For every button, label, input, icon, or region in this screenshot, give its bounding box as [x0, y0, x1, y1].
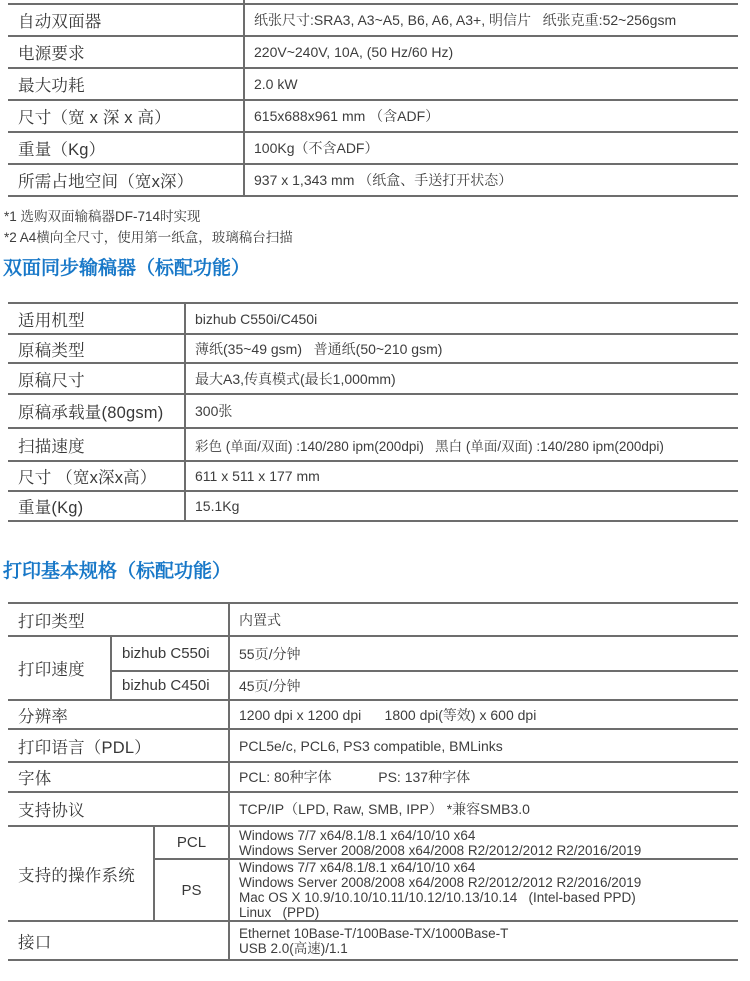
footnote-1: *1 选购双面输稿器DF-714时实现 — [4, 209, 201, 224]
table-row — [8, 490, 738, 520]
model-name: bizhub C550i — [110, 637, 228, 670]
spec-value: 薄纸(35~49 gsm) 普通纸(50~210 gsm) — [184, 335, 738, 362]
table-row — [8, 362, 738, 393]
spec-label: 分辨率 — [18, 707, 69, 726]
table-row — [8, 393, 738, 427]
os-line: Mac OS X 10.9/10.10/10.11/10.12/10.13/10.14 (Intel-based PPD) — [239, 890, 636, 905]
table-row — [8, 67, 738, 99]
table-row — [8, 302, 738, 333]
table-row — [8, 427, 738, 460]
spec-label: 原稿类型 — [18, 341, 85, 360]
machine-spec-table — [8, 3, 738, 197]
spec-label: 原稿尺寸 — [18, 371, 85, 390]
table-row — [8, 728, 738, 761]
spec-label: 适用机型 — [18, 311, 85, 330]
table-row — [8, 333, 738, 362]
spec-label: 尺寸（宽 x 深 x 高） — [18, 109, 171, 127]
spec-label: 电源要求 — [18, 45, 85, 63]
spec-label: 支持的操作系统 — [18, 866, 135, 885]
spec-label: 自动双面器 — [18, 13, 102, 31]
section-title-adf: 双面同步输稿器（标配功能） — [3, 258, 251, 279]
table-row — [8, 99, 738, 131]
spec-value: PCL5e/c, PCL6, PS3 compatible, BMLinks — [228, 730, 738, 761]
spec-label: 打印速度 — [18, 661, 85, 679]
spec-value: PCL: 80种字体 PS: 137种字体 — [228, 763, 738, 791]
spec-value: 纸张尺寸:SRA3, A3~A5, B6, A6, A3+, 明信片 纸张克重:52~256gsm — [243, 5, 738, 35]
spec-label: 重量(Kg) — [18, 499, 84, 517]
spec-label: 最大功耗 — [18, 77, 85, 95]
spec-label: 尺寸 （宽x深x高） — [18, 469, 157, 487]
model-name: bizhub C450i — [110, 672, 228, 699]
spec-value — [228, 860, 738, 920]
spec-label: 重量（Kg） — [18, 141, 106, 159]
table-row — [8, 791, 738, 825]
table-row — [8, 460, 738, 490]
os-line: Windows Server 2008/2008 x64/2008 R2/2012/2012 R2/2016/2019 — [239, 875, 642, 890]
spec-value: 100Kg（不含ADF） — [243, 133, 738, 163]
spec-value: 937 x 1,343 mm （纸盒、手送打开状态） — [243, 165, 738, 195]
print-spec-table — [8, 602, 738, 961]
footnote-2: *2 A4横向全尺寸，使用第一纸盒，玻璃稿台扫描 — [4, 230, 293, 245]
spec-value: TCP/IP（LPD, Raw, SMB, IPP） *兼容SMB3.0 — [228, 793, 738, 825]
spec-value: 内置式 — [228, 604, 738, 635]
supported-os-subrows — [153, 827, 738, 920]
print-speed-subrows — [110, 637, 738, 699]
table-row — [8, 35, 738, 67]
table-row — [8, 761, 738, 791]
driver-name: PCL — [153, 827, 228, 858]
footnotes — [4, 206, 750, 248]
table-row — [153, 858, 738, 920]
supported-os-group — [8, 825, 738, 920]
spec-value — [228, 922, 738, 959]
spec-value: 611 x 511 x 177 mm — [184, 462, 738, 490]
table-row — [8, 131, 738, 163]
table-row — [153, 827, 738, 858]
interface-line: Ethernet 10Base-T/100Base-TX/1000Base-T — [239, 925, 509, 941]
table-row — [8, 699, 738, 728]
spec-label: 打印类型 — [18, 612, 85, 631]
table-row — [8, 602, 738, 635]
spec-value: 45页/分钟 — [228, 672, 738, 699]
table-row — [8, 3, 738, 35]
table-row — [8, 920, 738, 959]
table-row — [110, 670, 738, 699]
os-line: Linux (PPD) — [239, 905, 320, 920]
spec-label: 扫描速度 — [18, 437, 85, 456]
table-row — [110, 637, 738, 670]
spec-label: 接口 — [18, 933, 52, 952]
interface-line: USB 2.0(高速)/1.1 — [239, 940, 348, 956]
spec-value: bizhub C550i/C450i — [184, 304, 738, 333]
spec-value: 15.1Kg — [184, 492, 738, 520]
spec-value — [228, 827, 738, 858]
spec-label: 打印语言（PDL） — [18, 738, 151, 757]
spec-value: 300张 — [184, 395, 738, 427]
spec-value: 彩色 (单面/双面) :140/280 ipm(200dpi) 黑白 (单面/双面) :140/280 ipm(200dpi) — [184, 429, 738, 460]
spec-value: 最大A3,传真模式(最长1,000mm) — [184, 364, 738, 393]
spec-value: 1200 dpi x 1200 dpi 1800 dpi(等效) x 600 dpi — [228, 701, 738, 728]
spec-value: 220V~240V, 10A, (50 Hz/60 Hz) — [243, 37, 738, 67]
spec-label: 字体 — [18, 770, 52, 788]
spec-value: 55页/分钟 — [228, 637, 738, 670]
table-row — [8, 163, 738, 195]
adf-spec-table — [8, 302, 738, 522]
os-line: Windows Server 2008/2008 x64/2008 R2/2012/2012 R2/2016/2019 — [239, 842, 642, 858]
spec-label: 支持协议 — [18, 802, 85, 820]
spec-label: 所需占地空间（宽x深） — [18, 173, 194, 191]
os-line: Windows 7/7 x64/8.1/8.1 x64/10/10 x64 — [239, 827, 476, 843]
driver-name: PS — [153, 860, 228, 920]
spec-label: 原稿承载量(80gsm) — [18, 404, 164, 422]
os-line: Windows 7/7 x64/8.1/8.1 x64/10/10 x64 — [239, 860, 476, 875]
section-title-print: 打印基本规格（标配功能） — [3, 561, 232, 582]
spec-value: 2.0 kW — [243, 69, 738, 99]
print-speed-group — [8, 635, 738, 699]
spec-value: 615x688x961 mm （含ADF） — [243, 101, 738, 131]
